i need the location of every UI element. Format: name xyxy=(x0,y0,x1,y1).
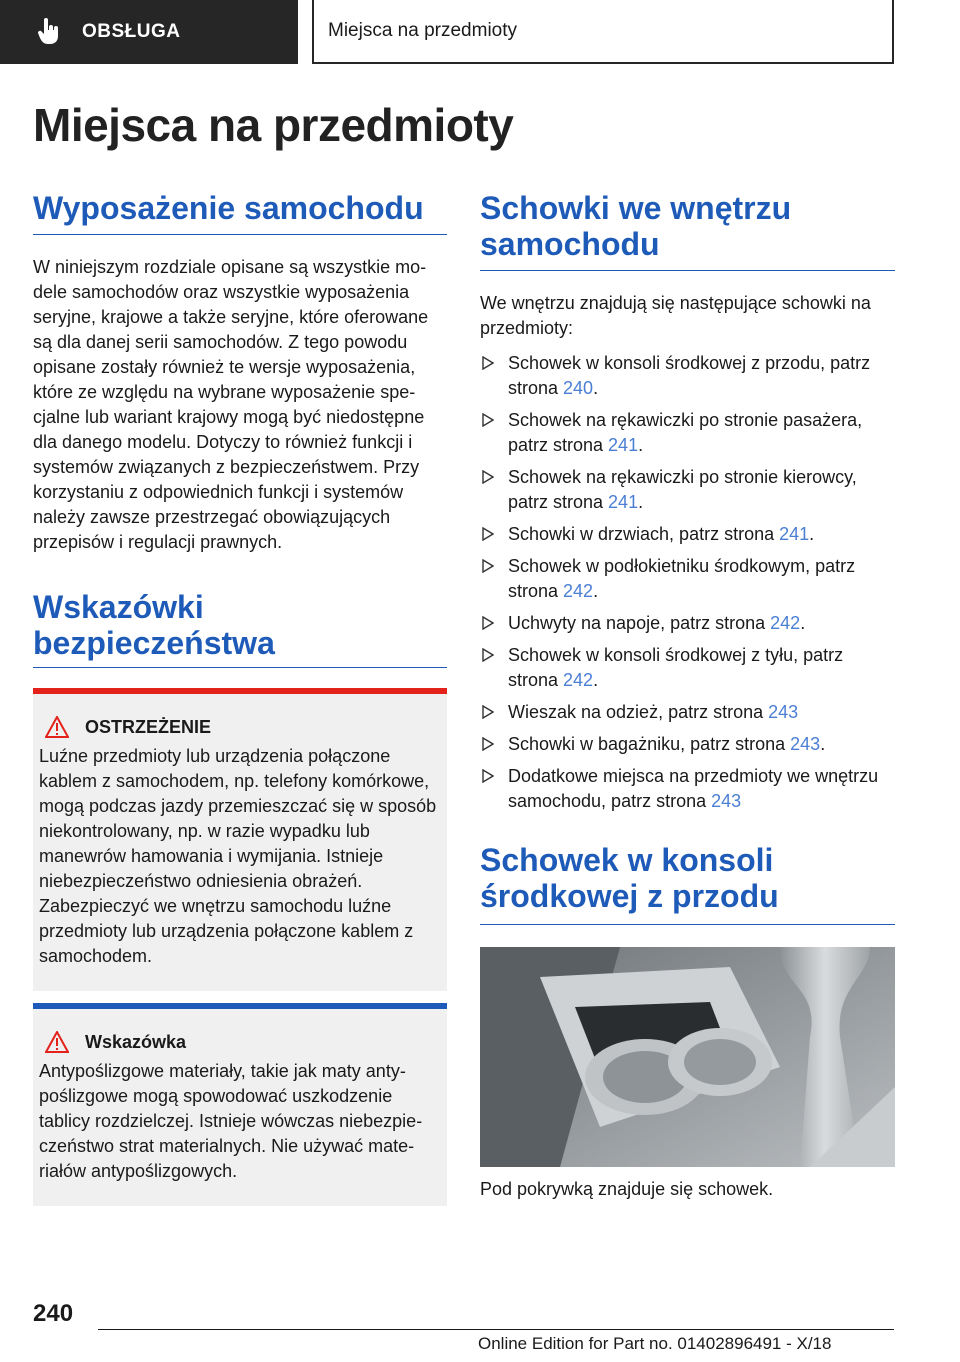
console-storage-image xyxy=(480,947,895,1167)
list-item-text: Schowki w drzwiach, patrz strona xyxy=(508,524,780,544)
chapter-header xyxy=(312,0,894,64)
list-item-text: Uchwyty na napoje, patrz strona xyxy=(508,613,771,633)
list-item xyxy=(480,351,895,401)
page-link[interactable]: 243 xyxy=(790,734,821,754)
equipment-text: W niniejszym rozdziale opisane są wszystkie modele samochodów oraz wszystkie wyposażenia seryjne, krajowe a także seryjne, które oferowane są dla danej serii samochodów. Z tego powodu opisane zostały również te wersje wyposażenia, które ze względu na wybrane wyposażenie specjalne lub wariant krajowy mogą być niedostępne dla danego modelu. Dotyczy to również funkcji i systemów związanych z bezpieczeństwem. Przy korzystaniu z odpowiednich funkcji i systemów należy zawsze przestrzegać obowiązujących przepisów i regulacji prawnych. xyxy=(33,257,429,552)
list-item-text: Wieszak na odzież, patrz strona xyxy=(508,702,769,722)
warning-text: Luźne przedmioty lub urządzenia połączone kablem z samochodem, np. telefony komórkowe, mogą podczas jazdy przemieszczać się w sposób niekontrolowany, np. w razie wypadku lub manewrów hamowania i wymijania. Istnieje niebezpieczeństwo odniesienia obrażeń. Zabezpieczyć we wnętrzu samochodu luźne przedmioty lub urządzenia połączone kablem z samochodem. xyxy=(39,746,437,966)
warning-title: OSTRZEŻENIE xyxy=(85,716,212,737)
page-link[interactable]: 241 xyxy=(779,524,810,544)
bullet-triangle-icon xyxy=(482,648,494,662)
list-item-end: . xyxy=(593,670,599,690)
list-item-text: Schowek na rękawiczki po stronie pasażera, patrz strona xyxy=(508,410,863,455)
list-item xyxy=(480,465,895,515)
note-text: Antypoślizgowe materiały, takie jak maty antypoślizgowe mogą spowodować uszkodzenie tablicy rozdzielczej. Istnieje wówczas niebezpieczeństwo strat materialnych. Nie używać materiałów antypoślizgowych. xyxy=(39,1061,423,1181)
hand-pointer-icon xyxy=(38,17,64,47)
list-item-end: . xyxy=(800,613,806,633)
list-item xyxy=(480,522,895,547)
list-item-text: Dodatkowe miejsca na przedmioty we wnętrzu samochodu, patrz strona xyxy=(508,766,879,811)
compartments-intro: We wnętrzu znajdują się następujące schowki na przedmioty: xyxy=(480,293,871,338)
figure-caption: Pod pokrywką znajduje się schowek. xyxy=(480,1179,774,1199)
safety-heading: Wskazówki bezpieczeństwa xyxy=(33,589,275,661)
warning-box xyxy=(33,688,447,991)
compartments-heading: Schowki we wnętrzu samochodu xyxy=(480,190,792,262)
bullet-triangle-icon xyxy=(482,470,494,484)
bullet-triangle-icon xyxy=(482,559,494,573)
front-console-heading: Schowek w konsoli środkowej z przodu xyxy=(480,842,779,914)
section-label: OBSŁUGA xyxy=(82,21,181,42)
bullet-triangle-icon xyxy=(482,737,494,751)
compartments-heading-rule xyxy=(480,270,895,271)
list-item-end: . xyxy=(809,524,815,544)
page-title: Miejsca na przedmioty xyxy=(33,99,514,151)
page-link[interactable]: 240 xyxy=(563,378,594,398)
page-link[interactable]: 241 xyxy=(608,492,639,512)
list-item-end: . xyxy=(638,435,644,455)
bullet-triangle-icon xyxy=(482,616,494,630)
warning-triangle-icon xyxy=(45,716,69,738)
left-column xyxy=(33,190,447,1206)
page-number: 240 xyxy=(33,1300,74,1327)
list-item-end: . xyxy=(820,734,826,754)
bullet-triangle-icon xyxy=(482,356,494,370)
page-link[interactable]: 242 xyxy=(563,670,594,690)
warning-triangle-icon xyxy=(45,1031,69,1053)
list-item-end: . xyxy=(638,492,644,512)
page-link[interactable]: 242 xyxy=(563,581,594,601)
compartments-list xyxy=(480,351,895,814)
list-item-text: Schowek w konsoli środkowej z tyłu, patrz strona xyxy=(508,645,844,690)
right-column xyxy=(480,190,895,1202)
page-link[interactable]: 241 xyxy=(608,435,639,455)
list-item-text: Schowek w podłokietniku środkowym, patrz strona xyxy=(508,556,856,601)
bullet-triangle-icon xyxy=(482,413,494,427)
list-item xyxy=(480,643,895,693)
note-title: Wskazówka xyxy=(85,1031,187,1052)
list-item xyxy=(480,611,895,636)
list-item-end: . xyxy=(593,378,599,398)
list-item-text: Schowek w konsoli środkowej z przodu, patrz strona xyxy=(508,353,871,398)
list-item xyxy=(480,764,895,814)
note-head xyxy=(39,1031,441,1053)
list-item-text: Schowek na rękawiczki po stronie kierowcy, patrz strona xyxy=(508,467,857,512)
page-link[interactable]: 243 xyxy=(711,791,742,811)
warning-head xyxy=(39,716,441,738)
list-item-end: . xyxy=(593,581,599,601)
page-link[interactable]: 242 xyxy=(770,613,801,633)
note-box xyxy=(33,1003,447,1206)
footer-edition: Online Edition for Part no. 01402896491 - X/18 xyxy=(478,1334,832,1353)
equipment-heading: Wyposażenie samochodu xyxy=(33,190,447,235)
footer-rule xyxy=(98,1329,894,1330)
bullet-triangle-icon xyxy=(482,527,494,541)
bullet-triangle-icon xyxy=(482,705,494,719)
section-tab[interactable] xyxy=(0,0,298,64)
page-link[interactable]: 243 xyxy=(768,702,799,722)
list-item xyxy=(480,408,895,458)
chapter-label: Miejsca na przedmioty xyxy=(328,20,518,41)
list-item xyxy=(480,554,895,604)
front-console-heading-rule xyxy=(480,924,895,925)
list-item-text: Schowki w bagażniku, patrz strona xyxy=(508,734,791,754)
list-item xyxy=(480,700,895,725)
safety-heading-rule xyxy=(33,667,447,668)
list-item xyxy=(480,732,895,757)
bullet-triangle-icon xyxy=(482,769,494,783)
